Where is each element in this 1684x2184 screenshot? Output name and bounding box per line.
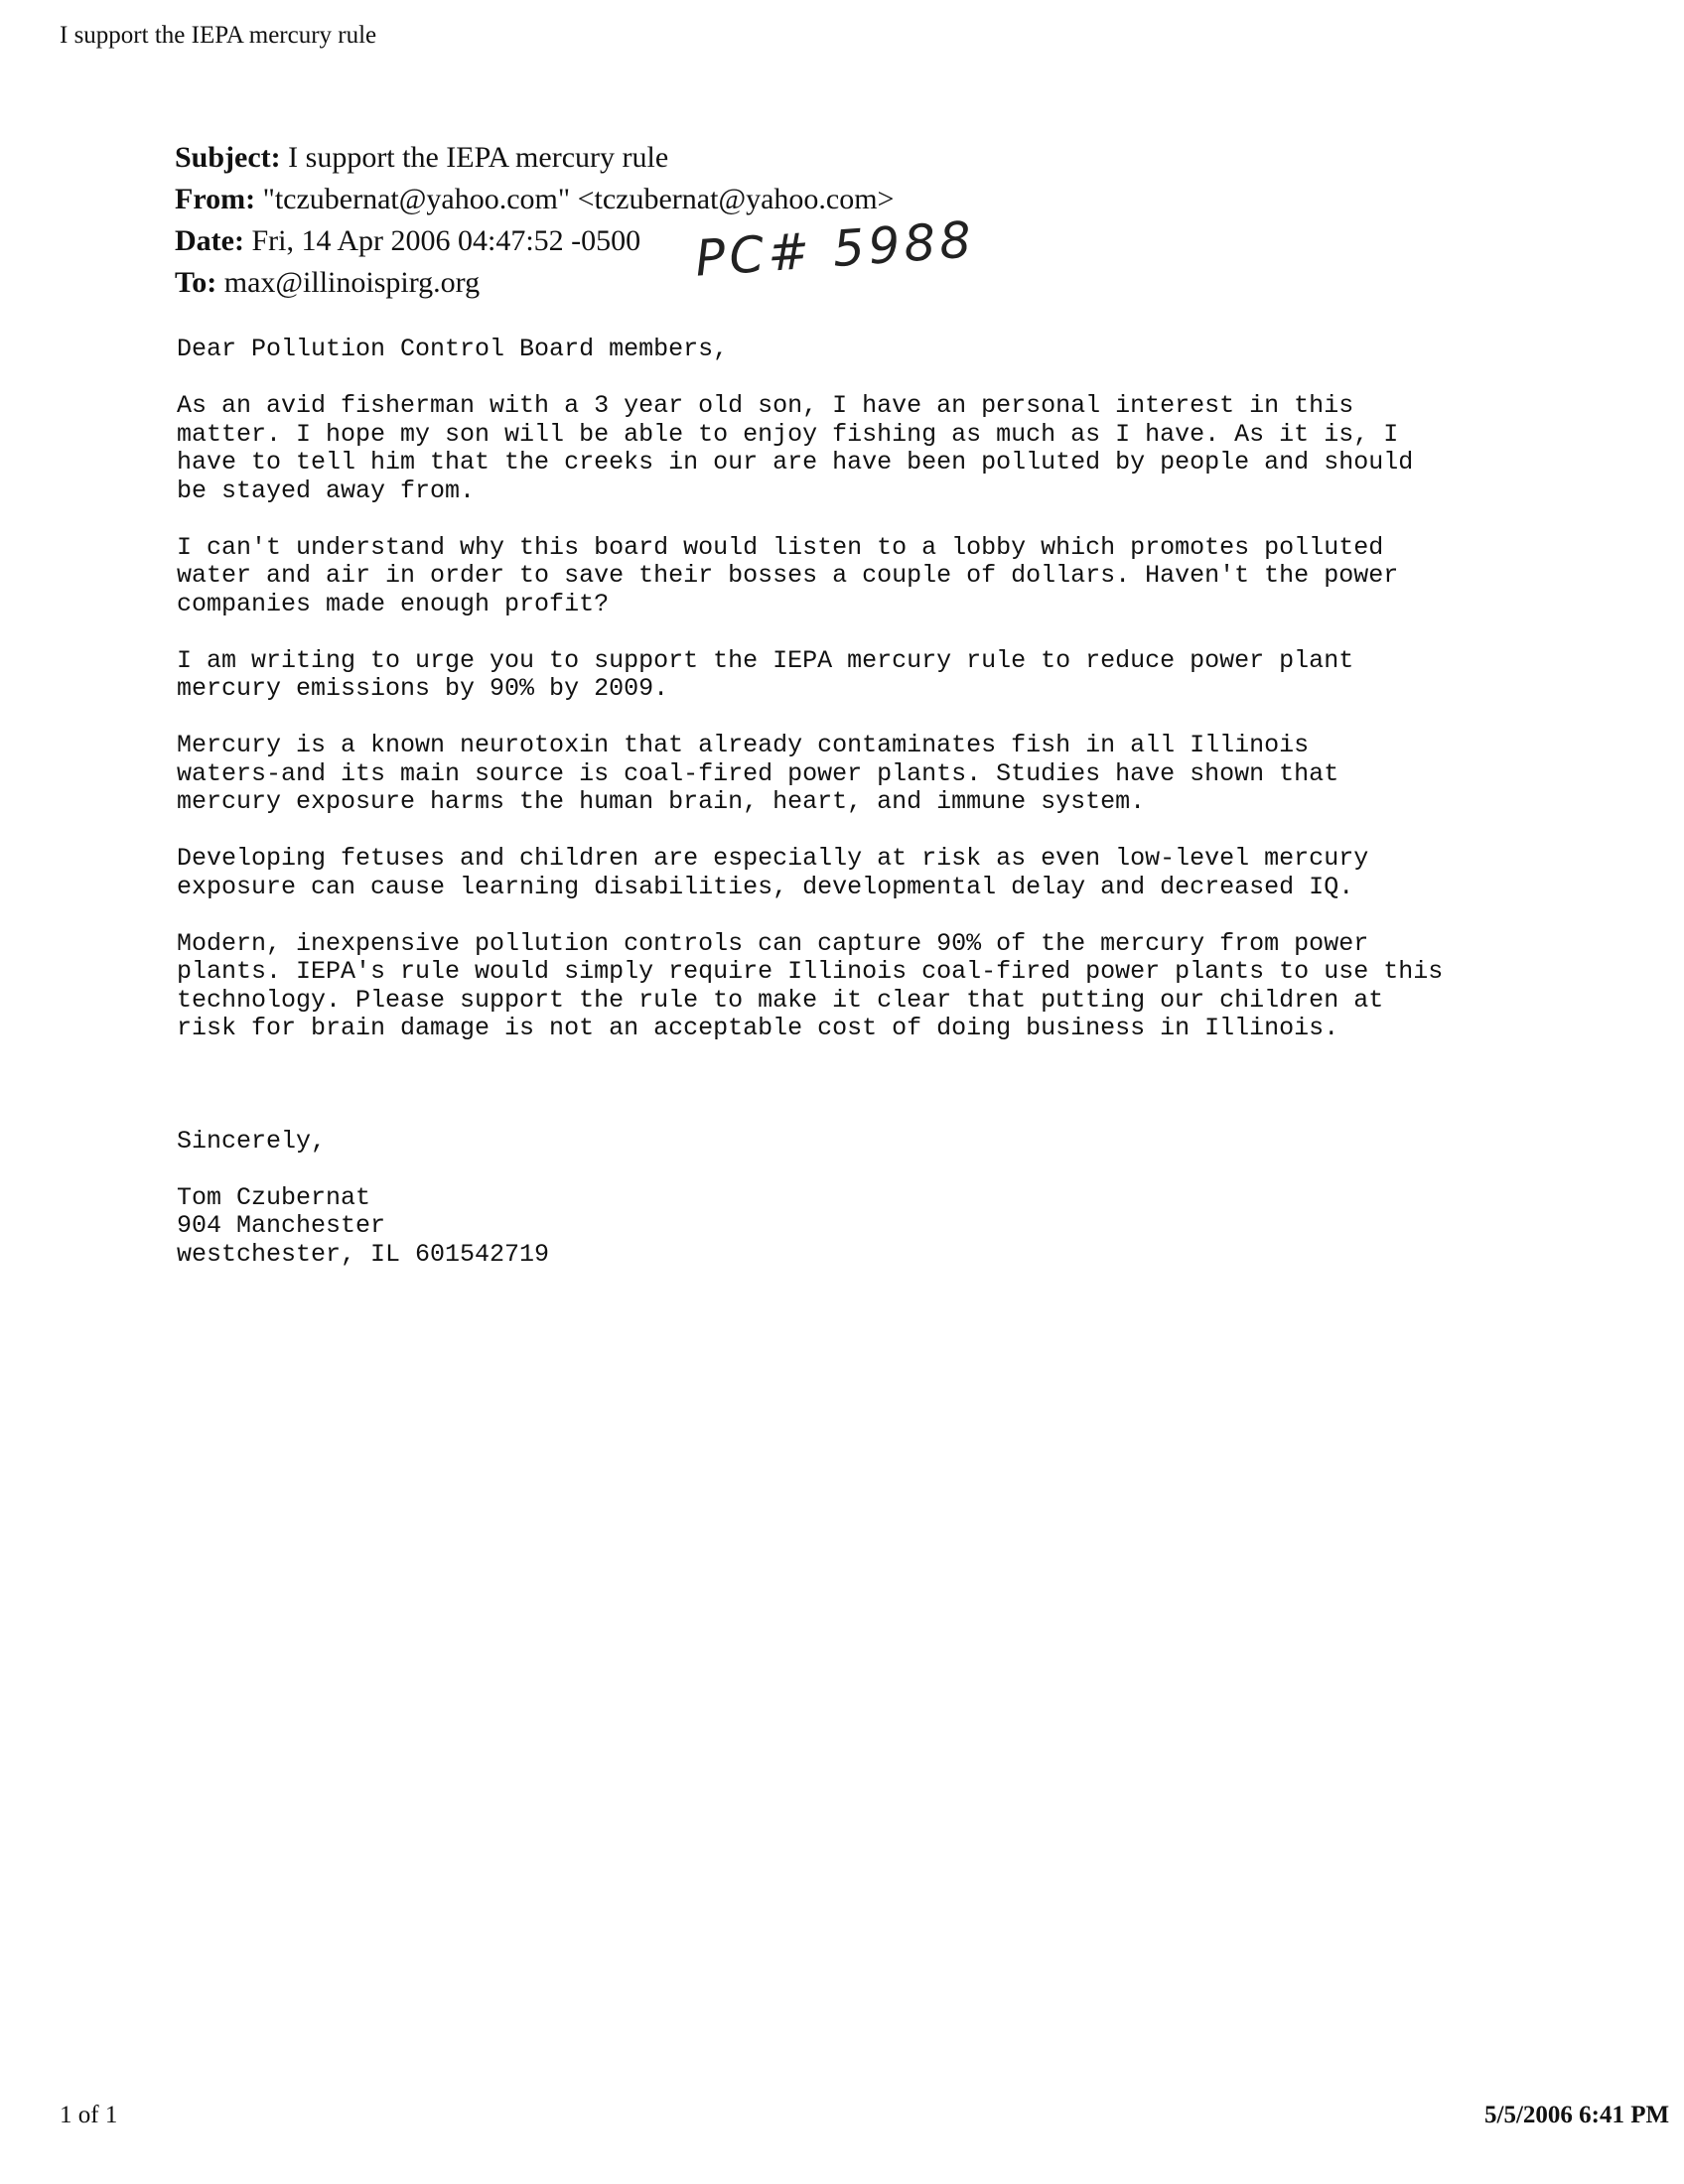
- to-value: max@illinoispirg.org: [223, 266, 481, 299]
- signature-block: [177, 1128, 1587, 1270]
- page-count: 1 of 1: [60, 2102, 118, 2128]
- page-header-title: I support the IEPA mercury rule: [60, 22, 377, 49]
- print-timestamp: 5/5/2006 6:41 PM: [1484, 2102, 1670, 2128]
- signer-city: westchester, IL 601542719: [177, 1239, 550, 1269]
- handwritten-pc-number: PC# 5988: [693, 210, 977, 288]
- from-label: From:: [175, 183, 256, 215]
- paragraph: Developing fetuses and children are especially at risk as even low-level mercury exposure can cause learning disabilities, developmental delay and decreased IQ.: [177, 844, 1369, 901]
- from-row: [175, 179, 894, 220]
- closing: Sincerely,: [177, 1126, 327, 1156]
- paragraph: I am writing to urge you to support the IEPA mercury rule to reduce power plant mercury emissions by 90% by 2009.: [177, 645, 1354, 703]
- to-label: To:: [175, 266, 217, 299]
- paragraph: Modern, inexpensive pollution controls can capture 90% of the mercury from power plants. IEPA's rule would simply require Illinois coal-fired power plants to use this technology. Please support the rule to make it clear that putting our children at risk for brain damage is not an acceptable cost of doing business in Illinois.: [177, 928, 1444, 1042]
- subject-value: I support the IEPA mercury rule: [288, 141, 669, 174]
- signer-street: 904 Manchester: [177, 1211, 386, 1240]
- paragraph: Mercury is a known neurotoxin that already contaminates fish in all Illinois waters-and its main source is coal-fired power plants. Studies have shown that mercury exposure harms the human brain, heart, and immune system.: [177, 731, 1339, 816]
- greeting: Dear Pollution Control Board members,: [177, 335, 729, 363]
- from-value: "tczubernat@yahoo.com" <tczubernat@yahoo.com>: [262, 183, 895, 215]
- letter-body: [177, 336, 1587, 1269]
- date-value: Fri, 14 Apr 2006 04:47:52 -0500: [251, 224, 641, 257]
- paragraph: As an avid fisherman with a 3 year old son, I have an personal interest in this matter. I hope my son will be able to enjoy fishing as much as I have. As it is, I have to tell him that the creeks in our are have been polluted by people and should be stayed away from.: [177, 391, 1414, 505]
- subject-row: [175, 137, 894, 179]
- paragraph: I can't understand why this board would listen to a lobby which promotes polluted water and air in order to save their bosses a couple of dollars. Haven't the power companies made enough profit?: [177, 532, 1399, 618]
- signer-name: Tom Czubernat: [177, 1182, 371, 1212]
- subject-label: Subject:: [175, 141, 281, 174]
- date-label: Date:: [175, 224, 244, 257]
